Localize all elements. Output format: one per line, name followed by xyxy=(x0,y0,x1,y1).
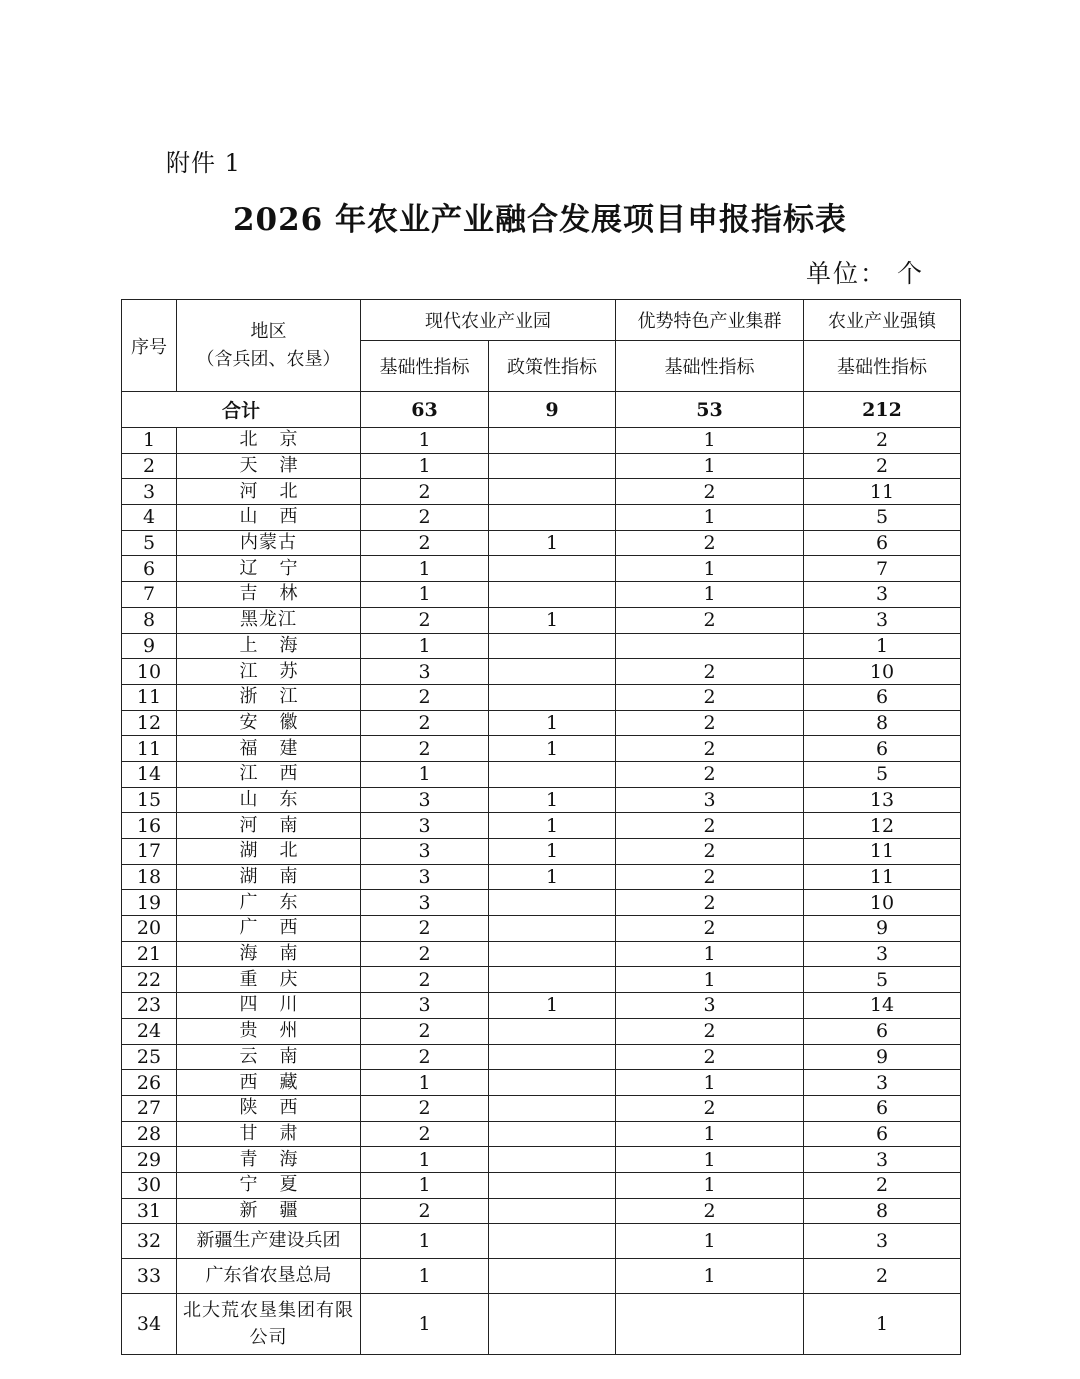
cell-seq: 28 xyxy=(122,1121,177,1147)
cell-town-basic: 6 xyxy=(804,1095,961,1121)
cell-region: 黑龙江 xyxy=(177,607,361,633)
cell-park-basic: 2 xyxy=(361,530,489,556)
cell-cluster-basic: 3 xyxy=(616,993,804,1019)
cell-park-basic: 2 xyxy=(361,1018,489,1044)
cell-region: 上海 xyxy=(177,633,361,659)
cell-park-basic: 2 xyxy=(361,1044,489,1070)
cell-cluster-basic: 2 xyxy=(616,1198,804,1224)
cell-park-basic: 1 xyxy=(361,582,489,608)
cell-park-basic: 1 xyxy=(361,1294,489,1355)
header-region-line1: 地区 xyxy=(250,320,287,342)
cell-cluster-basic: 2 xyxy=(616,710,804,736)
cell-town-basic: 1 xyxy=(804,1294,961,1355)
cell-seq: 17 xyxy=(122,839,177,865)
cell-cluster-basic: 3 xyxy=(616,787,804,813)
table-row xyxy=(122,839,961,865)
attachment-label: 附件 1 xyxy=(166,149,241,177)
cell-region: 广东省农垦总局 xyxy=(177,1259,361,1294)
cell-seq: 16 xyxy=(122,813,177,839)
cell-park-policy xyxy=(489,1172,616,1198)
table-row xyxy=(122,864,961,890)
cell-seq: 25 xyxy=(122,1044,177,1070)
cell-park-policy xyxy=(489,1147,616,1173)
cell-park-basic: 2 xyxy=(361,941,489,967)
cell-park-basic: 1 xyxy=(361,1070,489,1096)
cell-region: 广东 xyxy=(177,890,361,916)
cell-seq: 20 xyxy=(122,916,177,942)
cell-cluster-basic: 2 xyxy=(616,1095,804,1121)
cell-town-basic: 8 xyxy=(804,1198,961,1224)
cell-park-policy xyxy=(489,941,616,967)
cell-park-policy xyxy=(489,479,616,505)
cell-park-policy xyxy=(489,505,616,531)
cell-town-basic: 14 xyxy=(804,993,961,1019)
cell-park-policy xyxy=(489,453,616,479)
cell-cluster-basic: 1 xyxy=(616,1121,804,1147)
cell-park-basic: 2 xyxy=(361,916,489,942)
cell-town-basic: 11 xyxy=(804,839,961,865)
cell-park-basic: 3 xyxy=(361,659,489,685)
cell-region: 浙江 xyxy=(177,684,361,710)
cell-park-policy: 1 xyxy=(489,710,616,736)
cell-town-basic: 2 xyxy=(804,1172,961,1198)
cell-town-basic: 6 xyxy=(804,1121,961,1147)
cell-town-basic: 9 xyxy=(804,1044,961,1070)
cell-park-policy xyxy=(489,761,616,787)
total-label: 合计 xyxy=(122,392,361,428)
table-row xyxy=(122,1147,961,1173)
cell-seq: 21 xyxy=(122,941,177,967)
cell-park-basic: 2 xyxy=(361,710,489,736)
table-row xyxy=(122,890,961,916)
cell-park-basic: 2 xyxy=(361,607,489,633)
cell-region: 新疆生产建设兵团 xyxy=(177,1224,361,1259)
cell-seq: 19 xyxy=(122,890,177,916)
cell-park-basic: 3 xyxy=(361,864,489,890)
unit-label: 单位： 个 xyxy=(806,259,924,288)
cell-park-policy xyxy=(489,1044,616,1070)
table-row xyxy=(122,1259,961,1294)
cell-town-basic: 2 xyxy=(804,1259,961,1294)
cell-cluster-basic: 1 xyxy=(616,1070,804,1096)
cell-park-basic: 1 xyxy=(361,1259,489,1294)
cell-cluster-basic: 1 xyxy=(616,556,804,582)
cell-cluster-basic: 1 xyxy=(616,1147,804,1173)
cell-cluster-basic: 1 xyxy=(616,428,804,454)
cell-cluster-basic: 2 xyxy=(616,761,804,787)
table-row xyxy=(122,1294,961,1355)
cell-region: 宁夏 xyxy=(177,1172,361,1198)
cell-seq: 1 xyxy=(122,428,177,454)
indicator-table xyxy=(121,299,961,1355)
cell-town-basic: 12 xyxy=(804,813,961,839)
cell-park-basic: 2 xyxy=(361,967,489,993)
cell-seq: 11 xyxy=(122,684,177,710)
table-row xyxy=(122,813,961,839)
cell-town-basic: 11 xyxy=(804,864,961,890)
cell-town-basic: 5 xyxy=(804,505,961,531)
cell-seq: 3 xyxy=(122,479,177,505)
cell-region: 江苏 xyxy=(177,659,361,685)
table-row xyxy=(122,1224,961,1259)
table-row xyxy=(122,1044,961,1070)
cell-town-basic: 6 xyxy=(804,736,961,762)
header-row-groups xyxy=(122,300,961,341)
header-region xyxy=(177,300,361,392)
cell-region: 云南 xyxy=(177,1044,361,1070)
cell-seq: 2 xyxy=(122,453,177,479)
cell-park-policy xyxy=(489,1121,616,1147)
cell-cluster-basic: 2 xyxy=(616,530,804,556)
header-sub-town-basic: 基础性指标 xyxy=(804,341,961,392)
cell-seq: 9 xyxy=(122,633,177,659)
cell-seq: 26 xyxy=(122,1070,177,1096)
cell-park-policy xyxy=(489,1294,616,1355)
cell-park-basic: 1 xyxy=(361,428,489,454)
document-title: 2026 年农业产业融合发展项目申报指标表 xyxy=(232,202,848,238)
cell-region: 四川 xyxy=(177,993,361,1019)
table-row xyxy=(122,736,961,762)
cell-park-policy xyxy=(489,1070,616,1096)
table-row xyxy=(122,941,961,967)
cell-region: 福建 xyxy=(177,736,361,762)
table-row xyxy=(122,479,961,505)
cell-region: 山东 xyxy=(177,787,361,813)
table-row xyxy=(122,993,961,1019)
cell-park-basic: 1 xyxy=(361,1172,489,1198)
cell-park-basic: 3 xyxy=(361,890,489,916)
table-row xyxy=(122,582,961,608)
cell-region: 北大荒农垦集团有限公司 xyxy=(177,1294,361,1355)
cell-park-policy xyxy=(489,1018,616,1044)
cell-cluster-basic: 2 xyxy=(616,890,804,916)
cell-cluster-basic: 2 xyxy=(616,1018,804,1044)
cell-town-basic: 2 xyxy=(804,428,961,454)
cell-cluster-basic: 2 xyxy=(616,736,804,762)
cell-seq: 18 xyxy=(122,864,177,890)
cell-seq: 27 xyxy=(122,1095,177,1121)
cell-park-basic: 2 xyxy=(361,736,489,762)
header-seq: 序号 xyxy=(122,300,177,392)
table-row xyxy=(122,916,961,942)
cell-seq: 5 xyxy=(122,530,177,556)
cell-park-policy: 1 xyxy=(489,530,616,556)
cell-town-basic: 3 xyxy=(804,1147,961,1173)
cell-region: 湖南 xyxy=(177,864,361,890)
cell-park-basic: 3 xyxy=(361,813,489,839)
cell-region: 天津 xyxy=(177,453,361,479)
cell-park-basic: 1 xyxy=(361,1147,489,1173)
cell-seq: 22 xyxy=(122,967,177,993)
cell-park-policy xyxy=(489,428,616,454)
cell-seq: 11 xyxy=(122,736,177,762)
cell-cluster-basic: 1 xyxy=(616,1259,804,1294)
header-group-cluster: 优势特色产业集群 xyxy=(616,300,804,341)
table-row xyxy=(122,1070,961,1096)
cell-region: 北京 xyxy=(177,428,361,454)
cell-seq: 6 xyxy=(122,556,177,582)
cell-town-basic: 11 xyxy=(804,479,961,505)
total-town-basic: 212 xyxy=(804,392,961,428)
cell-park-basic: 3 xyxy=(361,787,489,813)
cell-town-basic: 9 xyxy=(804,916,961,942)
table-row xyxy=(122,607,961,633)
cell-town-basic: 13 xyxy=(804,787,961,813)
cell-seq: 10 xyxy=(122,659,177,685)
cell-region: 河北 xyxy=(177,479,361,505)
cell-town-basic: 3 xyxy=(804,941,961,967)
cell-park-policy xyxy=(489,684,616,710)
cell-town-basic: 2 xyxy=(804,453,961,479)
cell-region: 江西 xyxy=(177,761,361,787)
total-park-basic: 63 xyxy=(361,392,489,428)
cell-seq: 23 xyxy=(122,993,177,1019)
cell-town-basic: 5 xyxy=(804,967,961,993)
cell-cluster-basic: 2 xyxy=(616,839,804,865)
cell-park-policy xyxy=(489,556,616,582)
cell-park-policy: 1 xyxy=(489,736,616,762)
cell-park-basic: 2 xyxy=(361,505,489,531)
cell-cluster-basic xyxy=(616,1294,804,1355)
cell-region: 广西 xyxy=(177,916,361,942)
cell-region: 内蒙古 xyxy=(177,530,361,556)
cell-region: 安徽 xyxy=(177,710,361,736)
table-row xyxy=(122,1172,961,1198)
cell-town-basic: 5 xyxy=(804,761,961,787)
cell-park-policy xyxy=(489,1198,616,1224)
cell-cluster-basic: 1 xyxy=(616,505,804,531)
cell-region: 陕西 xyxy=(177,1095,361,1121)
header-sub-park-policy: 政策性指标 xyxy=(489,341,616,392)
cell-park-policy: 1 xyxy=(489,813,616,839)
cell-park-policy xyxy=(489,890,616,916)
cell-region: 贵州 xyxy=(177,1018,361,1044)
cell-seq: 15 xyxy=(122,787,177,813)
table-row xyxy=(122,556,961,582)
cell-region: 山西 xyxy=(177,505,361,531)
cell-park-policy xyxy=(489,633,616,659)
cell-region: 重庆 xyxy=(177,967,361,993)
header-sub-park-basic: 基础性指标 xyxy=(361,341,489,392)
cell-cluster-basic: 2 xyxy=(616,659,804,685)
table-row xyxy=(122,530,961,556)
header-group-park: 现代农业产业园 xyxy=(361,300,616,341)
table-row xyxy=(122,1095,961,1121)
total-row xyxy=(122,392,961,428)
cell-cluster-basic xyxy=(616,633,804,659)
total-park-policy: 9 xyxy=(489,392,616,428)
cell-park-policy xyxy=(489,582,616,608)
table-row xyxy=(122,761,961,787)
cell-cluster-basic: 2 xyxy=(616,1044,804,1070)
cell-cluster-basic: 2 xyxy=(616,813,804,839)
cell-region: 海南 xyxy=(177,941,361,967)
table-row xyxy=(122,684,961,710)
cell-cluster-basic: 1 xyxy=(616,1224,804,1259)
cell-cluster-basic: 1 xyxy=(616,967,804,993)
table-row xyxy=(122,453,961,479)
cell-cluster-basic: 2 xyxy=(616,479,804,505)
cell-seq: 34 xyxy=(122,1294,177,1355)
cell-park-basic: 2 xyxy=(361,479,489,505)
cell-seq: 14 xyxy=(122,761,177,787)
table-row xyxy=(122,1198,961,1224)
header-sub-cluster-basic: 基础性指标 xyxy=(616,341,804,392)
cell-town-basic: 6 xyxy=(804,530,961,556)
cell-town-basic: 3 xyxy=(804,1070,961,1096)
cell-town-basic: 3 xyxy=(804,607,961,633)
cell-cluster-basic: 1 xyxy=(616,1172,804,1198)
cell-seq: 8 xyxy=(122,607,177,633)
table-row xyxy=(122,1121,961,1147)
cell-cluster-basic: 2 xyxy=(616,864,804,890)
cell-park-policy xyxy=(489,659,616,685)
cell-park-policy: 1 xyxy=(489,607,616,633)
cell-seq: 12 xyxy=(122,710,177,736)
header-group-town: 农业产业强镇 xyxy=(804,300,961,341)
cell-town-basic: 7 xyxy=(804,556,961,582)
cell-park-basic: 2 xyxy=(361,1095,489,1121)
cell-town-basic: 6 xyxy=(804,1018,961,1044)
cell-park-policy xyxy=(489,1224,616,1259)
cell-park-basic: 1 xyxy=(361,633,489,659)
cell-region: 湖北 xyxy=(177,839,361,865)
cell-town-basic: 10 xyxy=(804,659,961,685)
cell-region: 青海 xyxy=(177,1147,361,1173)
cell-park-policy xyxy=(489,967,616,993)
cell-seq: 7 xyxy=(122,582,177,608)
cell-park-basic: 1 xyxy=(361,761,489,787)
cell-region: 吉林 xyxy=(177,582,361,608)
cell-seq: 24 xyxy=(122,1018,177,1044)
table-row xyxy=(122,633,961,659)
cell-seq: 4 xyxy=(122,505,177,531)
cell-park-policy xyxy=(489,916,616,942)
cell-cluster-basic: 2 xyxy=(616,684,804,710)
cell-town-basic: 1 xyxy=(804,633,961,659)
cell-park-basic: 3 xyxy=(361,839,489,865)
cell-town-basic: 3 xyxy=(804,1224,961,1259)
table-row xyxy=(122,787,961,813)
header-region-line2: （含兵团、农垦） xyxy=(196,348,341,370)
table-row xyxy=(122,967,961,993)
cell-town-basic: 3 xyxy=(804,582,961,608)
cell-town-basic: 6 xyxy=(804,684,961,710)
cell-seq: 32 xyxy=(122,1224,177,1259)
cell-park-basic: 1 xyxy=(361,453,489,479)
total-cluster-basic: 53 xyxy=(616,392,804,428)
cell-park-basic: 2 xyxy=(361,1121,489,1147)
table-row xyxy=(122,1018,961,1044)
cell-park-policy: 1 xyxy=(489,864,616,890)
cell-region: 河南 xyxy=(177,813,361,839)
cell-park-basic: 1 xyxy=(361,1224,489,1259)
table-row xyxy=(122,659,961,685)
cell-town-basic: 8 xyxy=(804,710,961,736)
cell-region: 甘肃 xyxy=(177,1121,361,1147)
cell-cluster-basic: 2 xyxy=(616,607,804,633)
cell-seq: 33 xyxy=(122,1259,177,1294)
cell-park-basic: 2 xyxy=(361,1198,489,1224)
cell-cluster-basic: 2 xyxy=(616,916,804,942)
table-row xyxy=(122,505,961,531)
cell-cluster-basic: 1 xyxy=(616,453,804,479)
cell-park-policy: 1 xyxy=(489,993,616,1019)
cell-seq: 30 xyxy=(122,1172,177,1198)
cell-region: 新疆 xyxy=(177,1198,361,1224)
cell-seq: 31 xyxy=(122,1198,177,1224)
cell-park-policy: 1 xyxy=(489,787,616,813)
cell-park-basic: 2 xyxy=(361,684,489,710)
cell-park-basic: 3 xyxy=(361,993,489,1019)
cell-region: 西藏 xyxy=(177,1070,361,1096)
cell-park-policy: 1 xyxy=(489,839,616,865)
cell-seq: 29 xyxy=(122,1147,177,1173)
table-row xyxy=(122,710,961,736)
cell-region: 辽宁 xyxy=(177,556,361,582)
cell-cluster-basic: 1 xyxy=(616,941,804,967)
cell-town-basic: 10 xyxy=(804,890,961,916)
cell-park-basic: 1 xyxy=(361,556,489,582)
cell-park-policy xyxy=(489,1259,616,1294)
cell-park-policy xyxy=(489,1095,616,1121)
table-row xyxy=(122,428,961,454)
cell-cluster-basic: 1 xyxy=(616,582,804,608)
